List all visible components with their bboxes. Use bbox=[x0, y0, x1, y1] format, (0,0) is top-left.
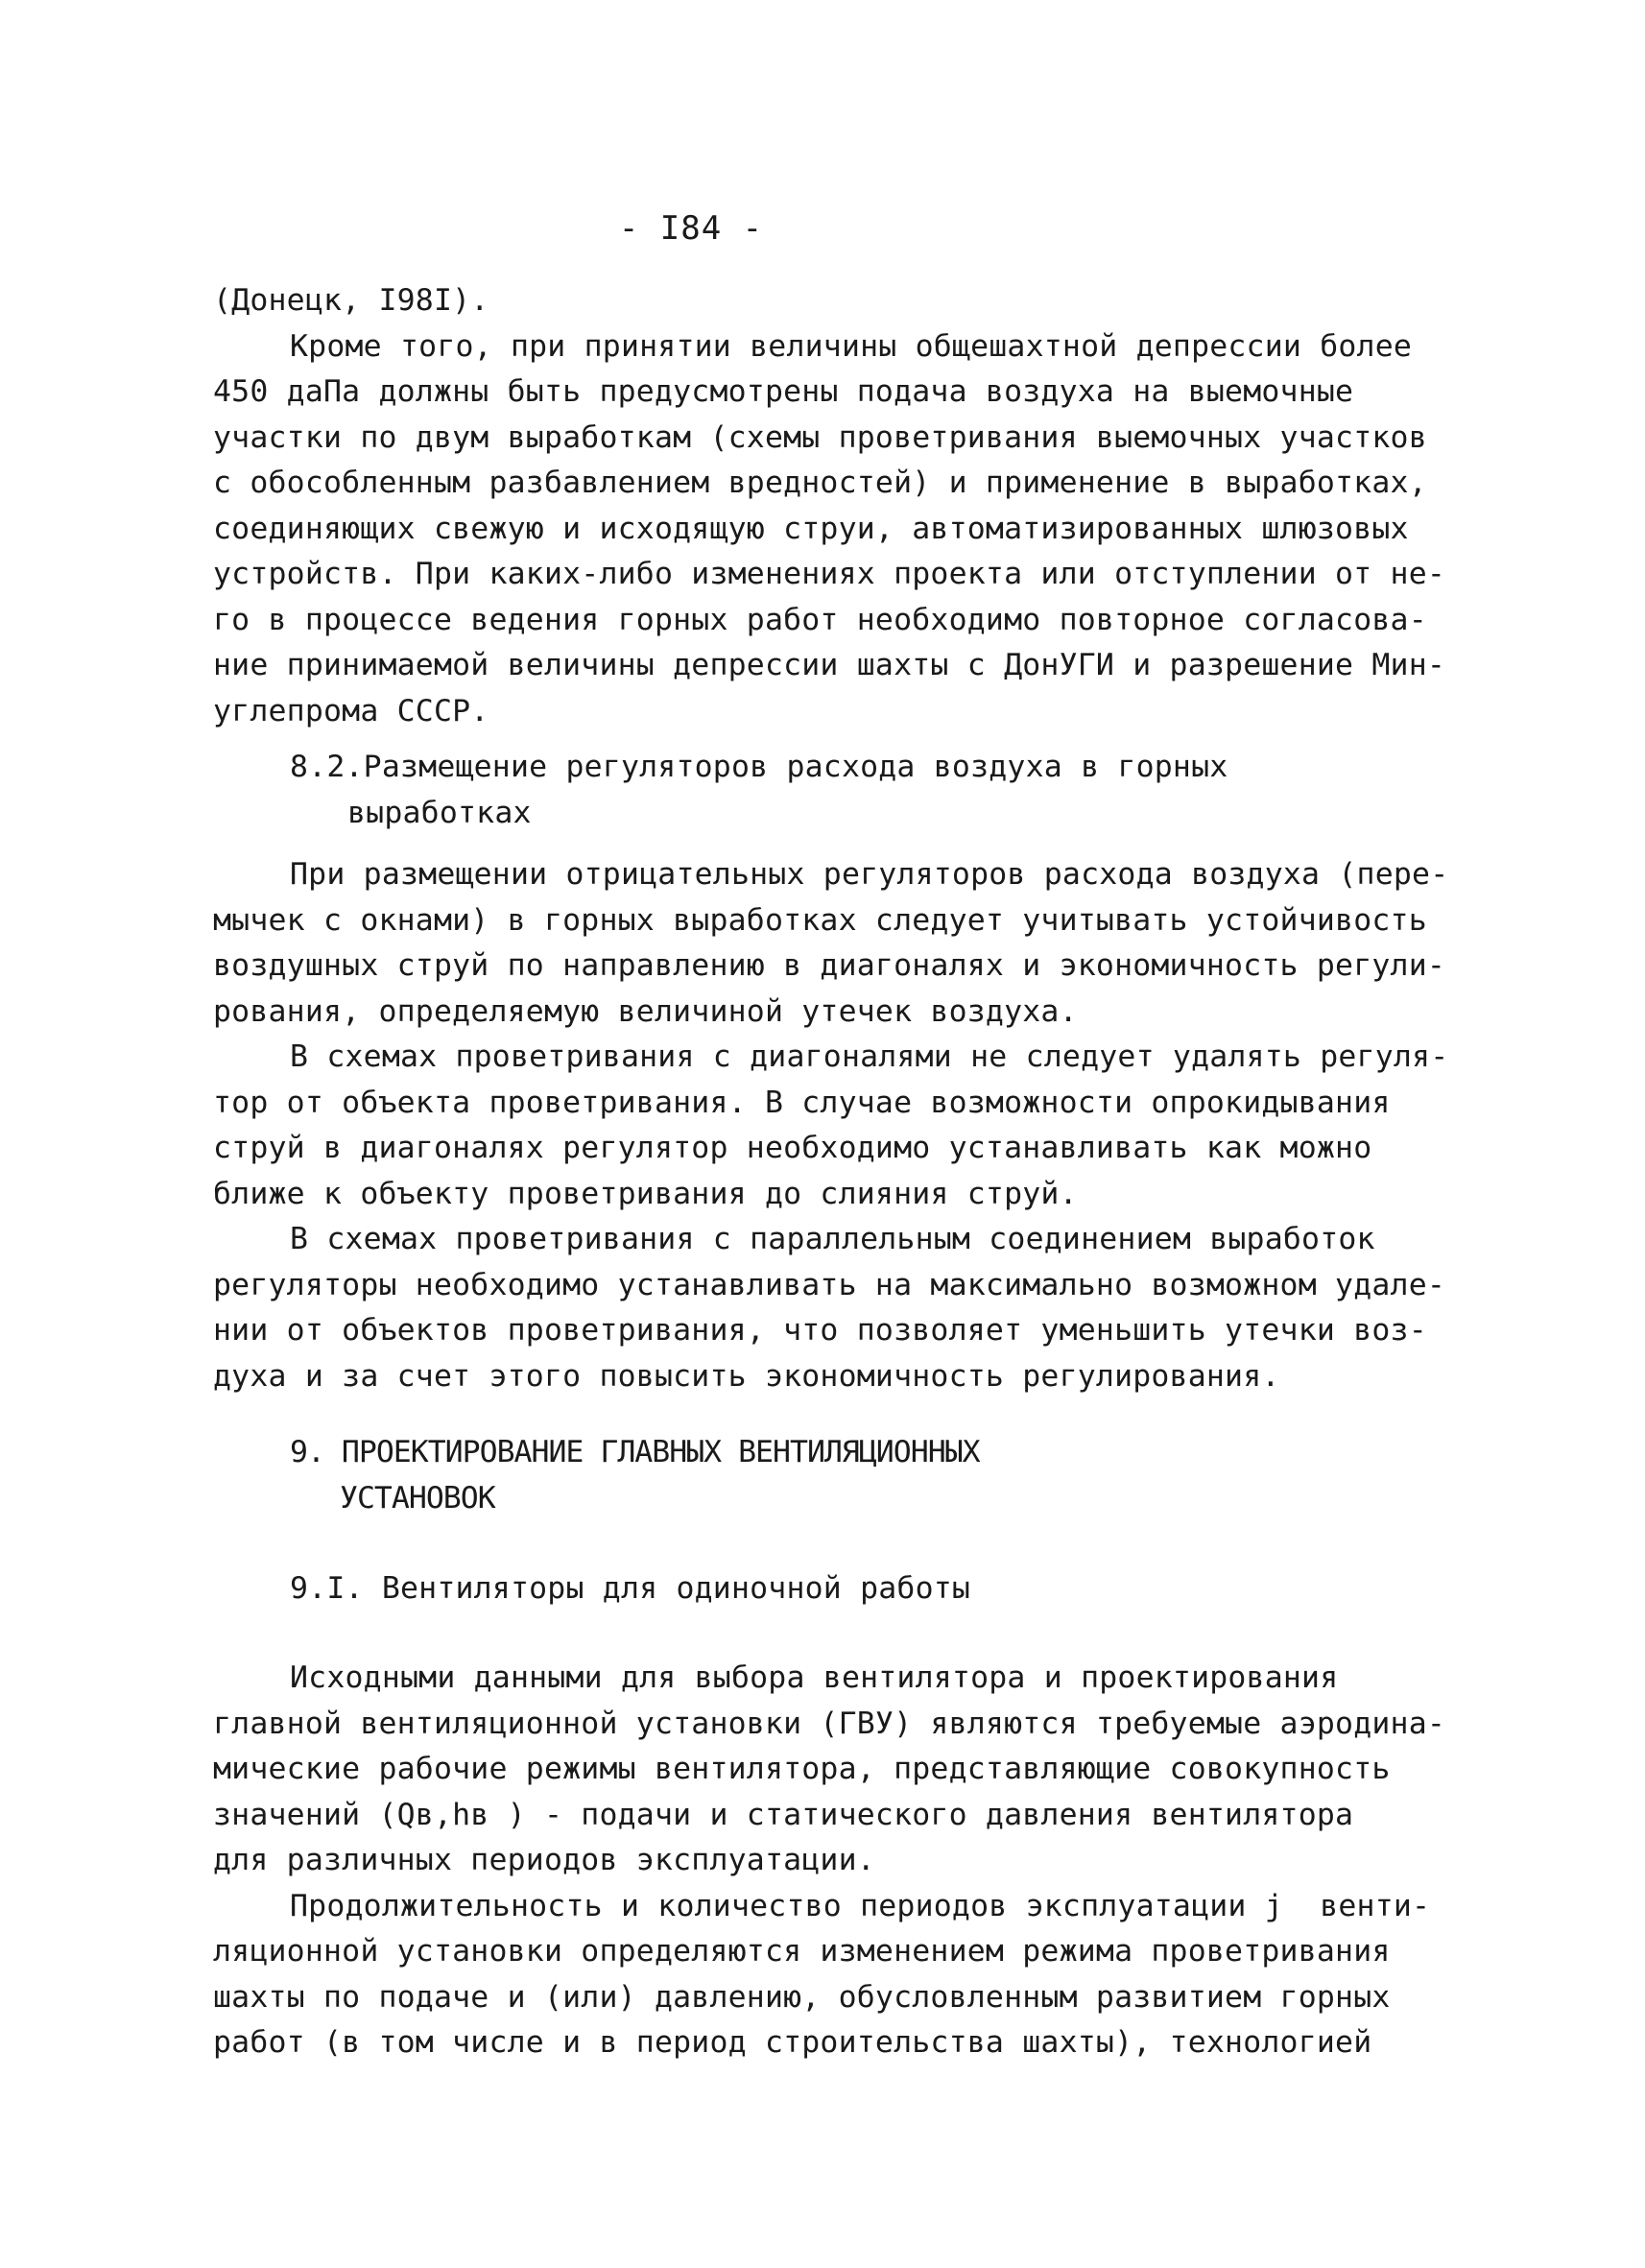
text-line: воздушных струй по направлению в диагоналях и экономичность регули- bbox=[213, 948, 1446, 983]
page-number: - I84 - bbox=[618, 209, 764, 248]
text-line: струй в диагоналях регулятор необходимо устанавливать как можно bbox=[213, 1131, 1372, 1165]
text-line: углепрома СССР. bbox=[213, 693, 489, 728]
text-line: главной вентиляционной установки (ГВУ) являются требуемые аэродина- bbox=[213, 1706, 1446, 1741]
intro-paragraph bbox=[213, 278, 1461, 734]
text-line: мычек с окнами) в горных выработках следует учитывать устойчивость bbox=[213, 902, 1427, 938]
text-line: 450 даПа должны быть предусмотрены подача воздуха на выемочные bbox=[213, 374, 1354, 409]
text-line: В схемах проветривания с диагоналями не следует удалять регуля- bbox=[290, 1039, 1449, 1074]
text-line: устройств. При каких-либо изменениях проекта или отступлении от не- bbox=[213, 557, 1446, 591]
section-title-line: 9.I. Вентиляторы для одиночной работы bbox=[290, 1571, 971, 1606]
text-line: мические рабочие режимы вентилятора, представляющие совокупность bbox=[213, 1752, 1391, 1786]
section-8-2-heading bbox=[213, 745, 1461, 836]
section-9-heading bbox=[213, 1430, 1461, 1521]
fans-paragraphs bbox=[213, 1656, 1461, 2066]
text-line: Продолжительность и количество периодов эксплуатации j венти- bbox=[290, 1888, 1431, 1923]
section-9-1-heading bbox=[213, 1566, 1461, 1612]
text-line: ближе к объекту проветривания до слияния струй. bbox=[213, 1176, 1078, 1211]
text-line: шахты по подаче и (или) давлению, обусловленным развитием горных bbox=[213, 1979, 1391, 2015]
text-line: нии от объектов проветривания, что позволяет уменьшить утечки воз- bbox=[213, 1313, 1427, 1348]
section-title-line: 8.2.Размещение регуляторов расхода воздуха в горных bbox=[290, 750, 1228, 784]
text-line: соединяющих свежую и исходящую струи, автоматизированных шлюзовых bbox=[213, 511, 1409, 546]
text-line: рования, определяемую величиной утечек воздуха. bbox=[213, 993, 1078, 1029]
text-line: (Донецк, I98I). bbox=[213, 283, 489, 318]
text-line: значений (Qв,hв ) - подачи и статического давления вентилятора bbox=[213, 1797, 1354, 1832]
text-line: работ (в том числе и в период строительства шахты), технологией bbox=[213, 2025, 1372, 2060]
text-line: При размещении отрицательных регуляторов расхода воздуха (пере- bbox=[290, 857, 1449, 892]
text-line: тор от объекта проветривания. В случае возможности опрокидывания bbox=[213, 1085, 1391, 1120]
text-line: регуляторы необходимо устанавливать на максимально возможном удале- bbox=[213, 1267, 1446, 1302]
section-title-line: УСТАНОВОК bbox=[340, 1480, 495, 1516]
text-line: го в процессе ведения горных работ необходимо повторное согласова- bbox=[213, 602, 1427, 637]
text-line: Исходными данными для выбора вентилятора и проектирования bbox=[290, 1660, 1339, 1695]
text-line: с обособленным разбавлением вредностей) и применение в выработках, bbox=[213, 466, 1427, 500]
section-title-line: 9. ПРОЕКТИРОВАНИЕ ГЛАВНЫХ ВЕНТИЛЯЦИОННЫХ bbox=[290, 1435, 980, 1469]
regulators-paragraphs bbox=[213, 852, 1461, 1399]
section-title-line: выработках bbox=[347, 795, 532, 830]
text-line: для различных периодов эксплуатации. bbox=[213, 1843, 875, 1877]
text-line: участки по двум выработкам (схемы проветривания выемочных участков bbox=[213, 419, 1427, 455]
text-line: Кроме того, при принятии величины общешахтной депрессии более bbox=[290, 328, 1413, 364]
text-line: ляционной установки определяются изменением режима проветривания bbox=[213, 1934, 1391, 1969]
text-line: духа и за счет этого повысить экономичность регулирования. bbox=[213, 1358, 1280, 1394]
text-line: В схемах проветривания с параллельным соединением выработок bbox=[290, 1222, 1375, 1256]
text-line: ние принимаемой величины депрессии шахты с ДонУГИ и разрешение Мин- bbox=[213, 648, 1446, 682]
